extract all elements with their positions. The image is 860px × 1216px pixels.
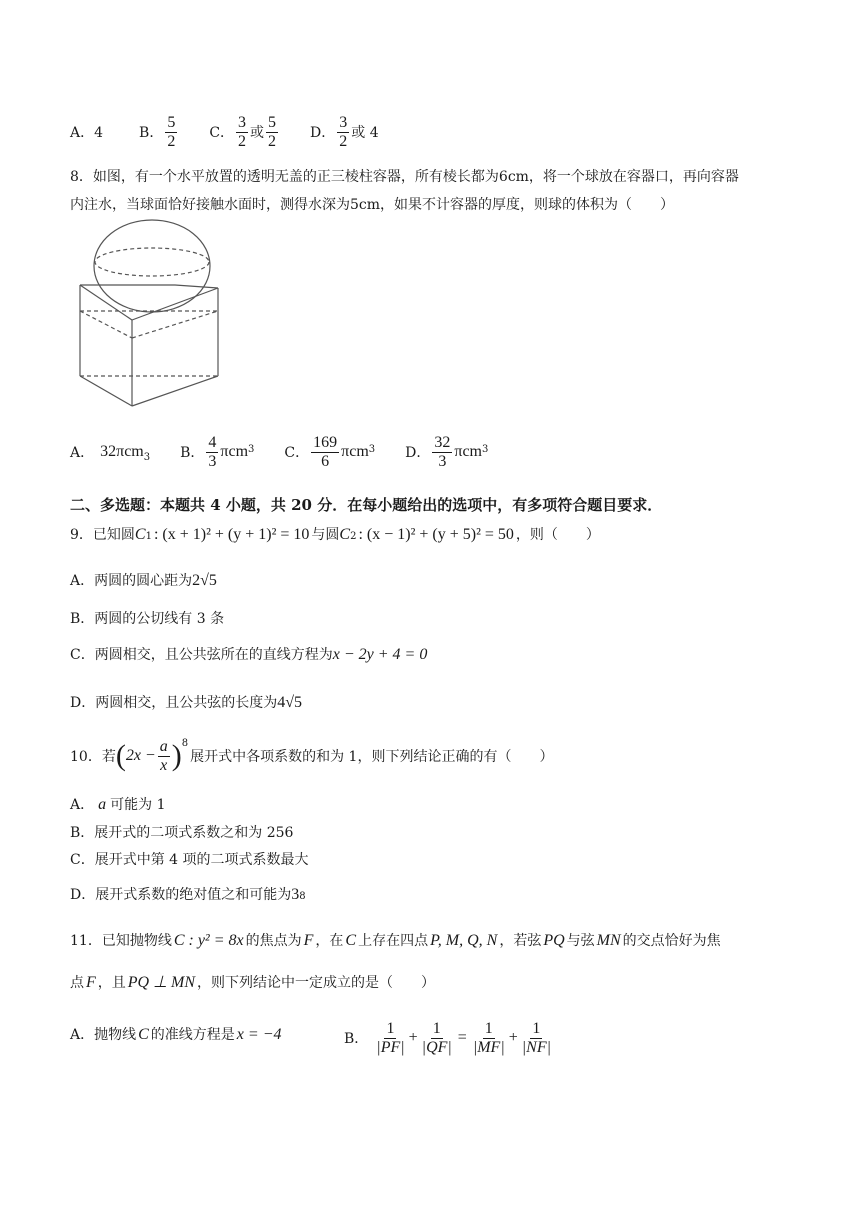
q11-option-b: B． $\frac{1}{|PF|}$ + $\frac{1}{|QF|}$ = $\frac{1}{|MF|}$ + $\frac{1}{|NF|}$ <box>344 1019 552 1056</box>
q8-figure-prism-sphere <box>70 218 250 410</box>
q8-line1: 8．如图，有一个水平放置的透明无盖的正三棱柱容器，所有棱长都为6cm，将一个球放在容器口，再向容器 <box>70 169 739 185</box>
q8-option-c: C． $\frac{169}{6}$ πcm $^3$ <box>284 433 376 470</box>
q9-option-d: D．两圆相交，且公共弦的长度为 4√5 <box>70 694 303 711</box>
q9-option-c: C．两圆相交，且公共弦所在的直线方程为 x − 2y + 4 = 0 <box>70 646 428 663</box>
q8-line2: 内注水，当球面恰好接触水面时，测得水深为5cm，如果不计容器的厚度，则球的体积为（ ） <box>70 197 675 213</box>
q7-options <box>70 112 379 152</box>
q7-option-d: D． $\frac{3}{2}$ 或 4 <box>310 113 379 150</box>
sphere-outline <box>94 220 210 312</box>
q7-b-fraction: $\frac{5}{2}$ <box>167 113 176 150</box>
q10-option-d: D．展开式系数的绝对值之和可能为 3 8 <box>70 886 306 903</box>
q8-option-d: D． $\frac{32}{3}$ πcm $^3$ <box>405 433 489 470</box>
q10-option-b: B．展开式的二项式系数之和为 256 <box>70 825 294 841</box>
q7-option-a: A．4 <box>70 125 104 141</box>
q11-option-a: A．抛物线 C 的准线方程是 x = −4 <box>70 1026 282 1043</box>
q7-option-c: C． $\frac{3}{2}$ 或 $\frac{5}{2}$ <box>209 113 277 150</box>
q8-option-a: A． 32πcm $_3$ <box>70 443 151 463</box>
section-2-title: 二、多选题：本题共 4 小题，共 20 分．在每小题给出的选项中，有多项符合题目要求． <box>70 496 663 514</box>
q11-line1: 11．已知抛物线 C : y² = 8x 的焦点为 F ，在 C 上存在四点 P, M, Q, N ，若弦 PQ 与弦 MN 的交点恰好为焦 <box>70 932 721 949</box>
q9-option-b: B．两圆的公切线有 3 条 <box>70 611 225 627</box>
q10-option-a: A． a 可能为 1 <box>70 796 166 813</box>
sphere-equator <box>95 248 209 276</box>
q8-option-b: B． $\frac{4}{3}$ πcm $^3$ <box>180 433 255 470</box>
q10-stem: 10．若 ( 2x − $\frac{a}{x}$ ) $^8$ 展开式中各项系数的和为 1，则下列结论正确的有（ ） <box>70 737 554 774</box>
q7-option-b: B． $\frac{5}{2}$ <box>139 113 176 150</box>
q10-option-c: C．展开式中第 4 项的二项式系数最大 <box>70 852 309 868</box>
q8-options <box>70 430 488 474</box>
q10-binomial: ( 2x − $\frac{a}{x}$ ) $^8$ <box>115 737 189 774</box>
q11-line2: 点 F ，且 PQ ⊥ MN ，则下列结论中一定成立的是（ ） <box>70 974 436 991</box>
q9-stem: 9．已知圆 C 1 : (x + 1)² + (y + 1)² = 10 与圆 C 2 : (x − 1)² + (y + 5)² = 50 ，则（ ） <box>70 526 600 543</box>
q9-option-a: A．两圆的圆心距为 2√5 <box>70 572 217 589</box>
